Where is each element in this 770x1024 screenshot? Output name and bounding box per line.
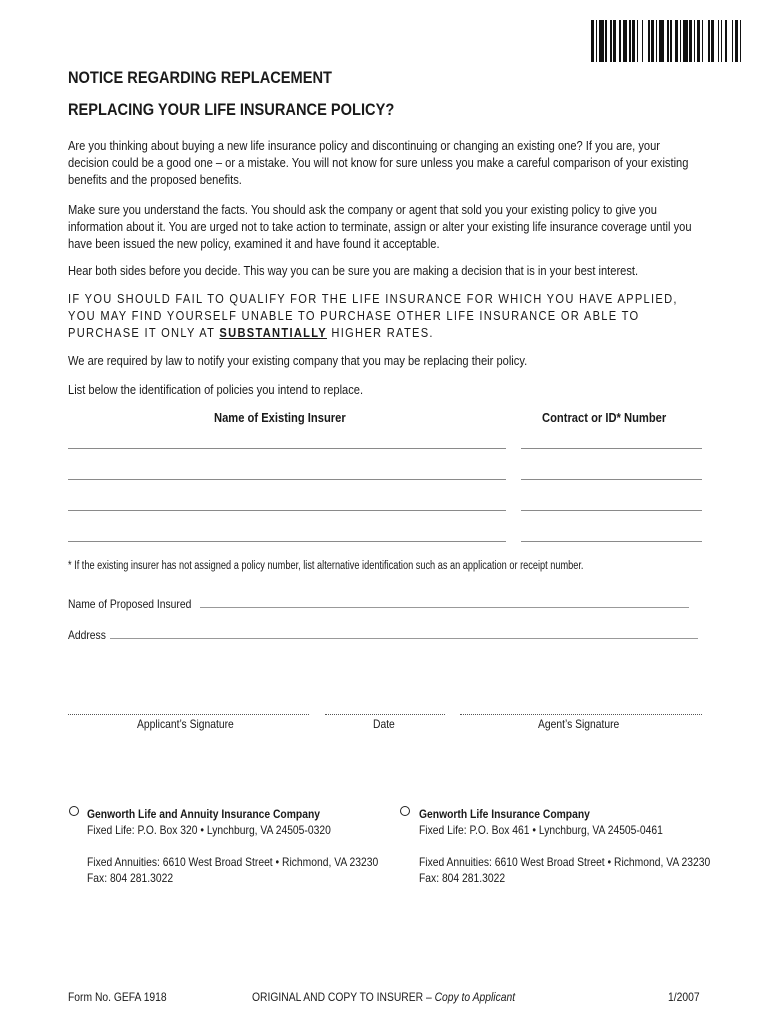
company-2-fixed-life: Fixed Life: P.O. Box 461 • Lynchburg, VA 24505-0461	[419, 823, 663, 837]
company-2-fixed-annuities: Fixed Annuities: 6610 West Broad Street • Richmond, VA 23230	[419, 855, 711, 869]
warning-emphasis: SUBSTANTIALLY	[219, 325, 328, 340]
company-1-fixed-life: Fixed Life: P.O. Box 320 • Lynchburg, VA 24505-0320	[87, 823, 331, 837]
proposed-insured-field[interactable]	[200, 607, 689, 608]
insurer-line-3[interactable]	[68, 510, 506, 511]
both-sides-paragraph: Hear both sides before you decide. This way you can be sure you are making a decision that is in your best interest.	[68, 263, 639, 278]
contract-line-3[interactable]	[521, 510, 702, 511]
date-field[interactable]	[325, 714, 445, 715]
footnote: * If the existing insurer has not assigned a policy number, list alternative identification such as an application or receipt number.	[68, 560, 584, 572]
barcode-bar	[741, 20, 744, 62]
page-subtitle: REPLACING YOUR LIFE INSURANCE POLICY?	[68, 100, 395, 119]
insurer-line-4[interactable]	[68, 541, 506, 542]
warning-text-after: HIGHER RATES.	[327, 325, 434, 340]
contract-line-1[interactable]	[521, 448, 702, 449]
insurer-line-1[interactable]	[68, 448, 506, 449]
barcode	[591, 20, 745, 62]
contract-line-2[interactable]	[521, 479, 702, 480]
company-1-fixed-annuities: Fixed Annuities: 6610 West Broad Street • Richmond, VA 23230	[87, 855, 379, 869]
distribution-italic: Copy to Applicant	[434, 990, 516, 1004]
warning-text: IF YOU SHOULD FAIL TO QUALIFY FOR THE LIFE INSURANCE FOR WHICH YOU HAVE APPLIED, YOU MAY FIND YOURSELF UNABLE TO PURCHASE OTHER LIFE INSURANCE OR ABLE TO PURCHASE IT ONLY AT	[68, 291, 678, 340]
distribution-note	[252, 990, 515, 1004]
form-date: 1/2007	[668, 990, 700, 1004]
existing-insurer-header: Name of Existing Insurer	[214, 410, 346, 425]
company-2-name: Genworth Life Insurance Company	[419, 807, 590, 821]
distribution-text: ORIGINAL AND COPY TO INSURER –	[252, 990, 432, 1004]
address-label: Address	[68, 628, 106, 642]
company-2-fax: Fax: 804 281.3022	[419, 871, 506, 885]
notify-paragraph: We are required by law to notify your existing company that you may be replacing their policy.	[68, 353, 528, 368]
company-2-radio[interactable]	[400, 806, 410, 816]
proposed-insured-label: Name of Proposed Insured	[68, 597, 192, 611]
address-field[interactable]	[110, 638, 698, 639]
contract-number-header: Contract or ID* Number	[542, 410, 667, 425]
facts-paragraph: Make sure you understand the facts. You should ask the company or agent that sold you your existing policy to give you information about it. You are urged not to take action to terminate, assign or alter your existing life insurance coverage until you have been issued the new policy, examined it and have found it acceptable.	[68, 202, 692, 251]
agent-signature-field[interactable]	[460, 714, 702, 715]
form-number: Form No. GEFA 1918	[68, 990, 167, 1004]
company-1-fax: Fax: 804 281.3022	[87, 871, 174, 885]
date-label: Date	[373, 717, 395, 731]
page-title: NOTICE REGARDING REPLACEMENT	[68, 68, 332, 87]
company-1-name: Genworth Life and Annuity Insurance Company	[87, 807, 320, 821]
intro-paragraph: Are you thinking about buying a new life insurance policy and discontinuing or changing an existing one? If you are, your decision could be a good one – or a mistake. You will not know for sure unless you make a careful comparison of your existing benefits and the proposed benefits.	[68, 138, 689, 187]
list-intro: List below the identification of policies you intend to replace.	[68, 382, 364, 397]
company-1-radio[interactable]	[69, 806, 79, 816]
contract-line-4[interactable]	[521, 541, 702, 542]
applicant-signature-field[interactable]	[68, 714, 309, 715]
insurer-line-2[interactable]	[68, 479, 506, 480]
agent-signature-label: Agent’s Signature	[538, 717, 620, 731]
warning-paragraph	[68, 290, 700, 341]
applicant-signature-label: Applicant’s Signature	[137, 717, 234, 731]
